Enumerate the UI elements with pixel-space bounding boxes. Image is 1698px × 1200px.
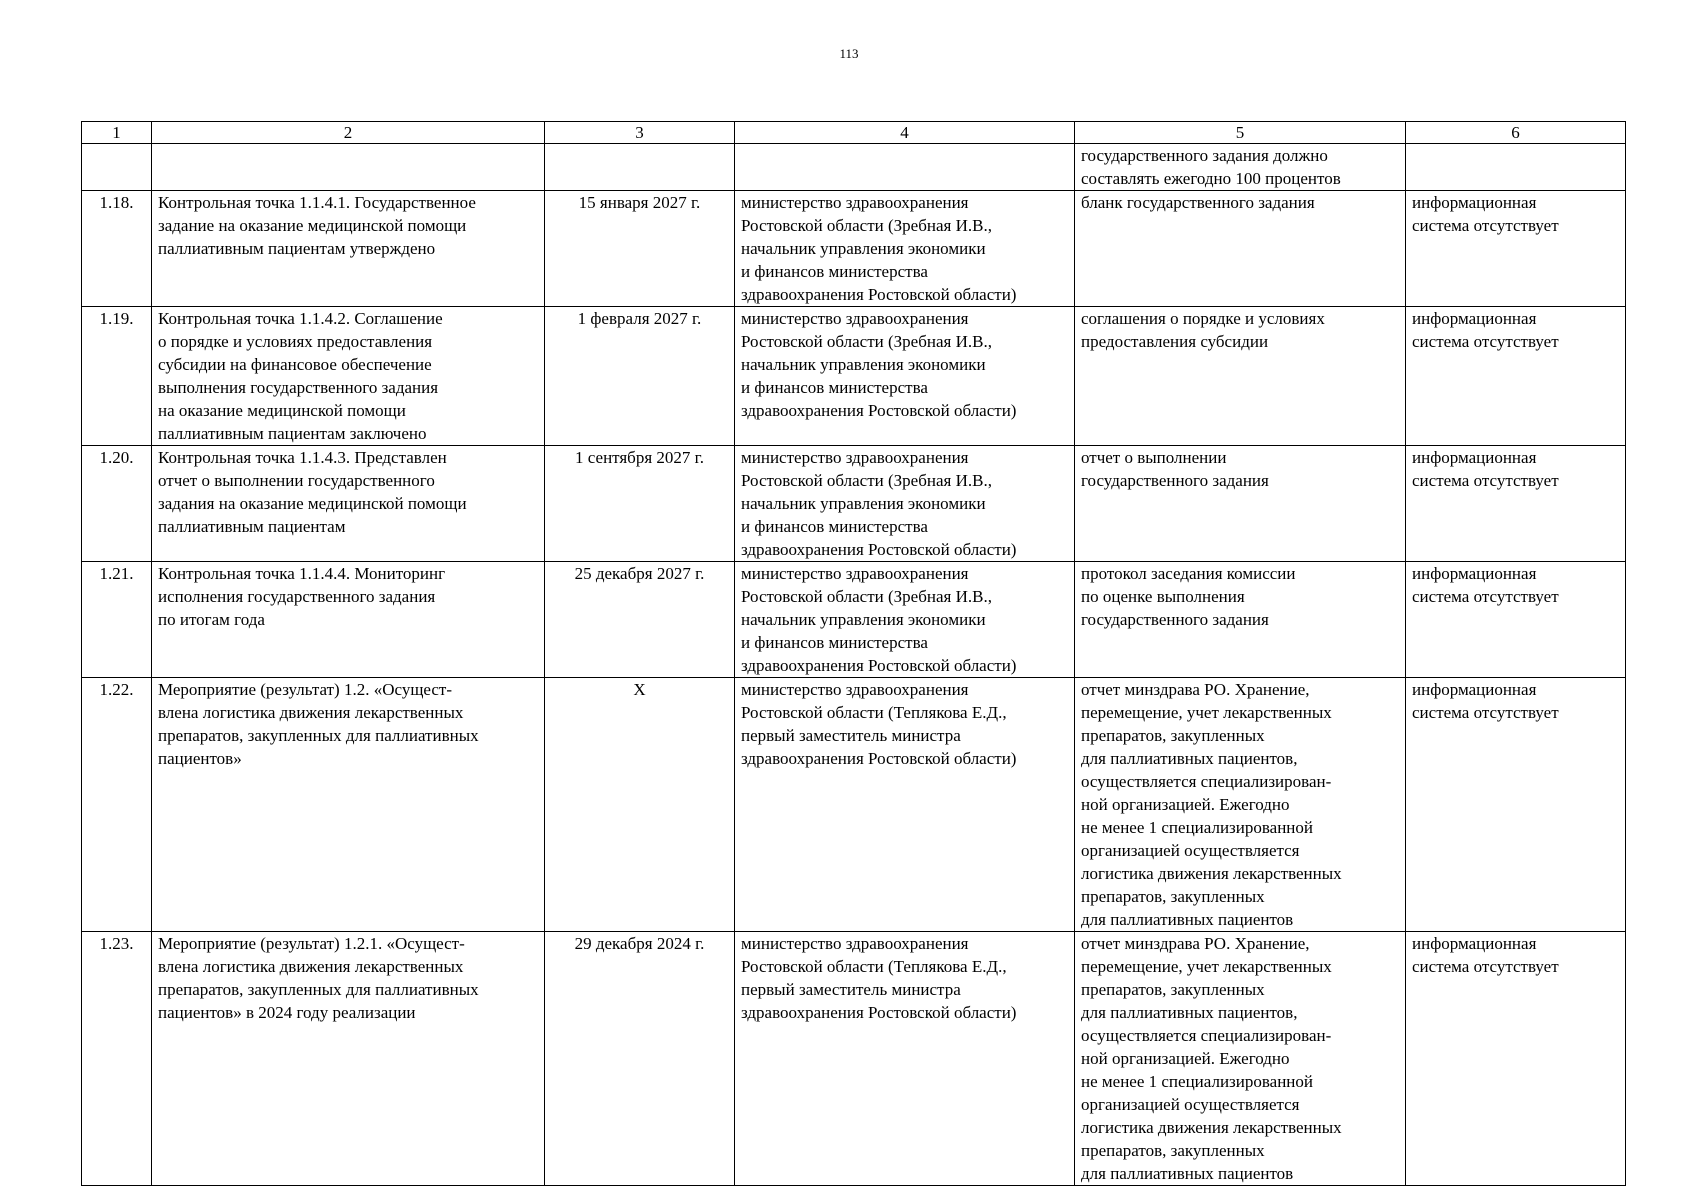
row-document: государственного задания должно составлять ежегодно 100 процентов — [1075, 144, 1406, 191]
row-name: Мероприятие (результат) 1.2. «Осущест- влена логистика движения лекарственных препаратов, закупленных для паллиативных пациентов» — [152, 678, 545, 932]
row-responsible: министерство здравоохранения Ростовской области (Теплякова Е.Д., первый заместитель министра здравоохранения Ростовской области) — [735, 932, 1075, 1186]
row-info-system: информационная система отсутствует — [1406, 678, 1626, 932]
row-name: Контрольная точка 1.1.4.3. Представлен отчет о выполнении государственного задания на оказание медицинской помощи паллиативным пациентам — [152, 446, 545, 562]
row-date: 1 февраля 2027 г. — [545, 307, 735, 446]
column-header: 1 — [82, 122, 152, 144]
table-row — [82, 562, 1626, 678]
table-row — [82, 932, 1626, 1186]
column-header: 6 — [1406, 122, 1626, 144]
row-date: 25 декабря 2027 г. — [545, 562, 735, 678]
table-row — [82, 191, 1626, 307]
row-responsible: министерство здравоохранения Ростовской области (Теплякова Е.Д., первый заместитель министра здравоохранения Ростовской области) — [735, 678, 1075, 932]
row-number: 1.19. — [82, 307, 152, 446]
row-responsible: министерство здравоохранения Ростовской области (Зребная И.В., начальник управления экономики и финансов министерства здравоохранения Ростовской области) — [735, 307, 1075, 446]
row-number: 1.20. — [82, 446, 152, 562]
table-row — [82, 678, 1626, 932]
row-responsible — [735, 144, 1075, 191]
plan-table — [81, 121, 1626, 1186]
row-document: отчет минздрава РО. Хранение, перемещение, учет лекарственных препаратов, закупленных для паллиативных пациентов, осуществляется специализирован- ной организацией. Ежегодно не менее 1 специализированной организацией осуществляется логистика движения лекарственных препаратов, закупленных для паллиативных пациентов — [1075, 678, 1406, 932]
row-info-system: информационная система отсутствует — [1406, 191, 1626, 307]
table-row — [82, 307, 1626, 446]
row-number: 1.22. — [82, 678, 152, 932]
row-responsible: министерство здравоохранения Ростовской области (Зребная И.В., начальник управления экономики и финансов министерства здравоохранения Ростовской области) — [735, 562, 1075, 678]
row-document: отчет минздрава РО. Хранение, перемещение, учет лекарственных препаратов, закупленных для паллиативных пациентов, осуществляется специализирован- ной организацией. Ежегодно не менее 1 специализированной организацией осуществляется логистика движения лекарственных препаратов, закупленных для паллиативных пациентов — [1075, 932, 1406, 1186]
table-row — [82, 446, 1626, 562]
page-number: 113 — [839, 46, 859, 61]
row-responsible: министерство здравоохранения Ростовской области (Зребная И.В., начальник управления экономики и финансов министерства здравоохранения Ростовской области) — [735, 446, 1075, 562]
row-name: Контрольная точка 1.1.4.4. Мониторинг исполнения государственного задания по итогам года — [152, 562, 545, 678]
table-row — [82, 144, 1626, 191]
row-document: соглашения о порядке и условиях предоставления субсидии — [1075, 307, 1406, 446]
column-header: 2 — [152, 122, 545, 144]
row-name — [152, 144, 545, 191]
row-name: Контрольная точка 1.1.4.2. Соглашение о порядке и условиях предоставления субсидии на финансовое обеспечение выполнения государственного задания на оказание медицинской помощи паллиативным пациентам заключено — [152, 307, 545, 446]
row-date: 1 сентября 2027 г. — [545, 446, 735, 562]
row-number — [82, 144, 152, 191]
row-info-system: информационная система отсутствует — [1406, 307, 1626, 446]
column-header: 3 — [545, 122, 735, 144]
column-number-row — [82, 122, 1626, 144]
row-date: 29 декабря 2024 г. — [545, 932, 735, 1186]
row-number: 1.23. — [82, 932, 152, 1186]
column-header: 5 — [1075, 122, 1406, 144]
row-info-system — [1406, 144, 1626, 191]
row-date — [545, 144, 735, 191]
row-document: бланк государственного задания — [1075, 191, 1406, 307]
column-header: 4 — [735, 122, 1075, 144]
row-document: отчет о выполнении государственного задания — [1075, 446, 1406, 562]
row-name: Мероприятие (результат) 1.2.1. «Осущест- влена логистика движения лекарственных препаратов, закупленных для паллиативных пациентов» в 2024 году реализации — [152, 932, 545, 1186]
row-document: протокол заседания комиссии по оценке выполнения государственного задания — [1075, 562, 1406, 678]
row-number: 1.18. — [82, 191, 152, 307]
row-info-system: информационная система отсутствует — [1406, 932, 1626, 1186]
row-date: X — [545, 678, 735, 932]
row-info-system: информационная система отсутствует — [1406, 446, 1626, 562]
row-responsible: министерство здравоохранения Ростовской области (Зребная И.В., начальник управления экономики и финансов министерства здравоохранения Ростовской области) — [735, 191, 1075, 307]
row-number: 1.21. — [82, 562, 152, 678]
row-name: Контрольная точка 1.1.4.1. Государственное задание на оказание медицинской помощи паллиативным пациентам утверждено — [152, 191, 545, 307]
row-info-system: информационная система отсутствует — [1406, 562, 1626, 678]
row-date: 15 января 2027 г. — [545, 191, 735, 307]
